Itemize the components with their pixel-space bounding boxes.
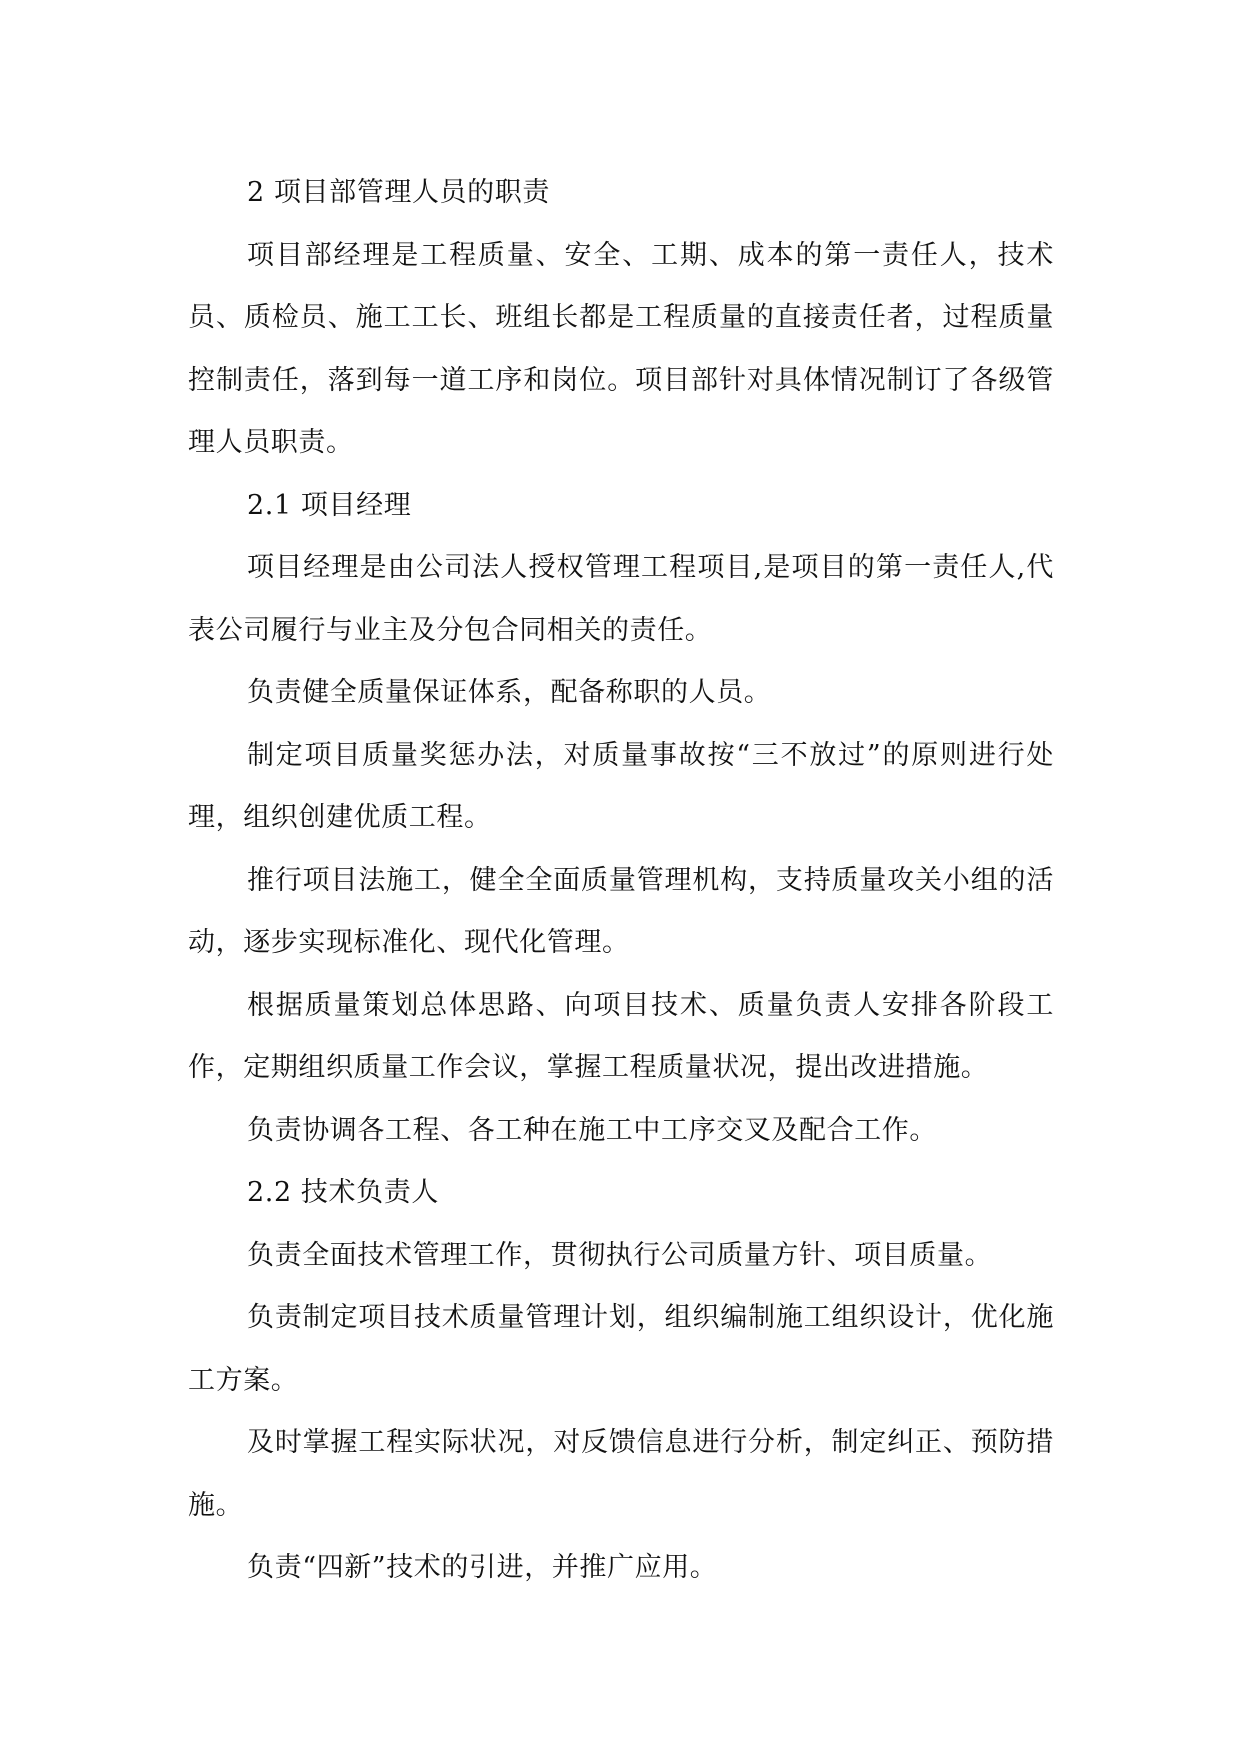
paragraph: 项目经理是由公司法人授权管理工程项目,是项目的第一责任人,代表公司履行与业主及分包合同相关的责任。 <box>188 552 1054 646</box>
section-heading: 2.1 项目经理 <box>247 489 412 521</box>
document-body <box>188 162 1054 1600</box>
paragraph: 及时掌握工程实际状况，对反馈信息进行分析，制定纠正、预防措施。 <box>188 1427 1054 1521</box>
paragraph: 根据质量策划总体思路、向项目技术、质量负责人安排各阶段工作，定期组织质量工作会议，掌握工程质量状况，提出改进措施。 <box>188 989 1054 1083</box>
paragraph: 项目部经理是工程质量、安全、工期、成本的第一责任人，技术员、质检员、施工工长、班组长都是工程质量的直接责任者，过程质量控制责任，落到每一道工序和岗位。项目部针对具体情况制订了各级管理人员职责。 <box>188 239 1054 458</box>
section-heading: 2 项目部管理人员的职责 <box>247 177 550 208</box>
paragraph: 负责“四新”技术的引进，并推广应用。 <box>247 1552 718 1583</box>
paragraph: 负责健全质量保证体系，配备称职的人员。 <box>247 677 772 708</box>
paragraph: 负责全面技术管理工作，贯彻执行公司质量方针、项目质量。 <box>247 1239 993 1271</box>
paragraph: 负责协调各工程、各工种在施工中工序交叉及配合工作。 <box>247 1114 937 1146</box>
paragraph: 制定项目质量奖惩办法，对质量事故按“三不放过”的原则进行处理，组织创建优质工程。 <box>188 739 1054 833</box>
paragraph: 负责制定项目技术质量管理计划，组织编制施工组织设计，优化施工方案。 <box>188 1302 1054 1396</box>
paragraph: 推行项目法施工，健全全面质量管理机构，支持质量攻关小组的活动，逐步实现标准化、现代化管理。 <box>188 864 1054 958</box>
section-heading: 2.2 技术负责人 <box>247 1177 439 1208</box>
